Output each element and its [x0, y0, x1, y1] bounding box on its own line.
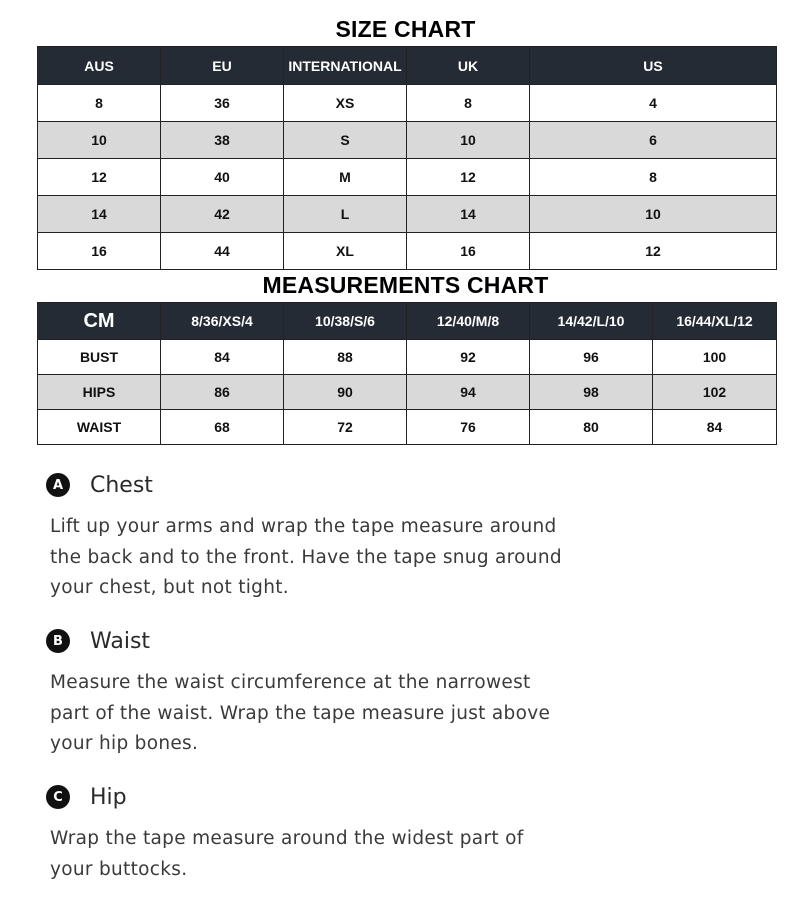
- table-cell: 88: [284, 340, 407, 375]
- table-cell: 90: [284, 375, 407, 410]
- guide-text-line: Measure the waist circumference at the narrowest: [50, 672, 531, 693]
- table-cell: 44: [161, 233, 284, 270]
- table-cell: 86: [161, 375, 284, 410]
- table-cell: 12: [407, 159, 530, 196]
- column-header-international: INTERNATIONAL: [284, 47, 407, 85]
- chest-guide-text: [50, 512, 770, 604]
- waist-guide: [50, 626, 770, 760]
- table-cell: 10: [38, 122, 161, 159]
- table-cell: 68: [161, 410, 284, 445]
- table-row: [38, 85, 777, 122]
- table-cell: 92: [407, 340, 530, 375]
- table-row: [38, 233, 777, 270]
- row-label-hips: HIPS: [38, 375, 161, 410]
- table-cell: 98: [530, 375, 653, 410]
- waist-guide-heading: [50, 626, 770, 656]
- size-chart-table: [37, 46, 777, 270]
- guide-text-line: your hip bones.: [50, 733, 199, 754]
- table-cell: 10: [407, 122, 530, 159]
- guide-text-line: Lift up your arms and wrap the tape measure around: [50, 516, 557, 537]
- measurements-chart-title: MEASUREMENTS CHART: [262, 272, 549, 298]
- size-chart-title: SIZE CHART: [335, 16, 476, 42]
- hip-guide-title: Hip: [90, 784, 127, 810]
- chest-guide-title: Chest: [90, 472, 153, 498]
- guide-text-line: part of the waist. Wrap the tape measure just above: [50, 702, 551, 724]
- column-header-size: 12/40/M/8: [407, 303, 530, 340]
- table-cell: 8: [407, 85, 530, 122]
- column-header-uk: UK: [407, 47, 530, 85]
- letter-c-icon: C: [46, 785, 70, 809]
- table-cell: 12: [530, 233, 777, 270]
- chest-guide: [50, 470, 770, 604]
- table-cell: 12: [38, 159, 161, 196]
- table-cell: 16: [407, 233, 530, 270]
- hip-guide-heading: [50, 782, 770, 812]
- table-cell: 14: [38, 196, 161, 233]
- table-row: [38, 375, 777, 410]
- hip-guide-text: [50, 824, 770, 885]
- column-header-us: US: [530, 47, 777, 85]
- table-row: [38, 122, 777, 159]
- table-row: [38, 196, 777, 233]
- table-row: [38, 159, 777, 196]
- table-row: [38, 410, 777, 445]
- guide-text-line: Wrap the tape measure around the widest part of: [50, 828, 524, 849]
- row-label-waist: WAIST: [38, 410, 161, 445]
- table-cell: XS: [284, 85, 407, 122]
- table-cell: 16: [38, 233, 161, 270]
- size-chart-header-row: [38, 47, 777, 85]
- letter-a-icon: A: [46, 473, 70, 497]
- table-cell: 76: [407, 410, 530, 445]
- table-cell: 94: [407, 375, 530, 410]
- hip-guide: [50, 782, 770, 885]
- column-header-size: 14/42/L/10: [530, 303, 653, 340]
- column-header-aus: AUS: [38, 47, 161, 85]
- table-cell: 84: [653, 410, 777, 445]
- column-header-unit: CM: [38, 303, 161, 340]
- waist-guide-text: [50, 668, 770, 760]
- table-cell: 96: [530, 340, 653, 375]
- chest-guide-heading: [50, 470, 770, 500]
- column-header-size: 8/36/XS/4: [161, 303, 284, 340]
- table-cell: 100: [653, 340, 777, 375]
- column-header-size: 10/38/S/6: [284, 303, 407, 340]
- waist-guide-title: Waist: [90, 628, 151, 654]
- table-cell: 8: [530, 159, 777, 196]
- table-cell: S: [284, 122, 407, 159]
- table-cell: 72: [284, 410, 407, 445]
- table-cell: 4: [530, 85, 777, 122]
- table-cell: 42: [161, 196, 284, 233]
- table-cell: L: [284, 196, 407, 233]
- guide-text-line: your buttocks.: [50, 858, 188, 880]
- guide-text-line: your chest, but not tight.: [50, 577, 289, 598]
- table-cell: 36: [161, 85, 284, 122]
- measurements-chart-table: [37, 302, 777, 445]
- column-header-size: 16/44/XL/12: [653, 303, 777, 340]
- table-cell: 80: [530, 410, 653, 445]
- table-cell: 10: [530, 196, 777, 233]
- letter-b-icon: B: [46, 629, 70, 653]
- table-row: [38, 340, 777, 375]
- row-label-bust: BUST: [38, 340, 161, 375]
- table-cell: 40: [161, 159, 284, 196]
- column-header-eu: EU: [161, 47, 284, 85]
- table-cell: 38: [161, 122, 284, 159]
- table-cell: 102: [653, 375, 777, 410]
- table-cell: 8: [38, 85, 161, 122]
- table-cell: 84: [161, 340, 284, 375]
- table-cell: 6: [530, 122, 777, 159]
- table-cell: 14: [407, 196, 530, 233]
- table-cell: M: [284, 159, 407, 196]
- measurements-header-row: [38, 303, 777, 340]
- guide-text-line: the back and to the front. Have the tape snug around: [50, 546, 562, 568]
- table-cell: XL: [284, 233, 407, 270]
